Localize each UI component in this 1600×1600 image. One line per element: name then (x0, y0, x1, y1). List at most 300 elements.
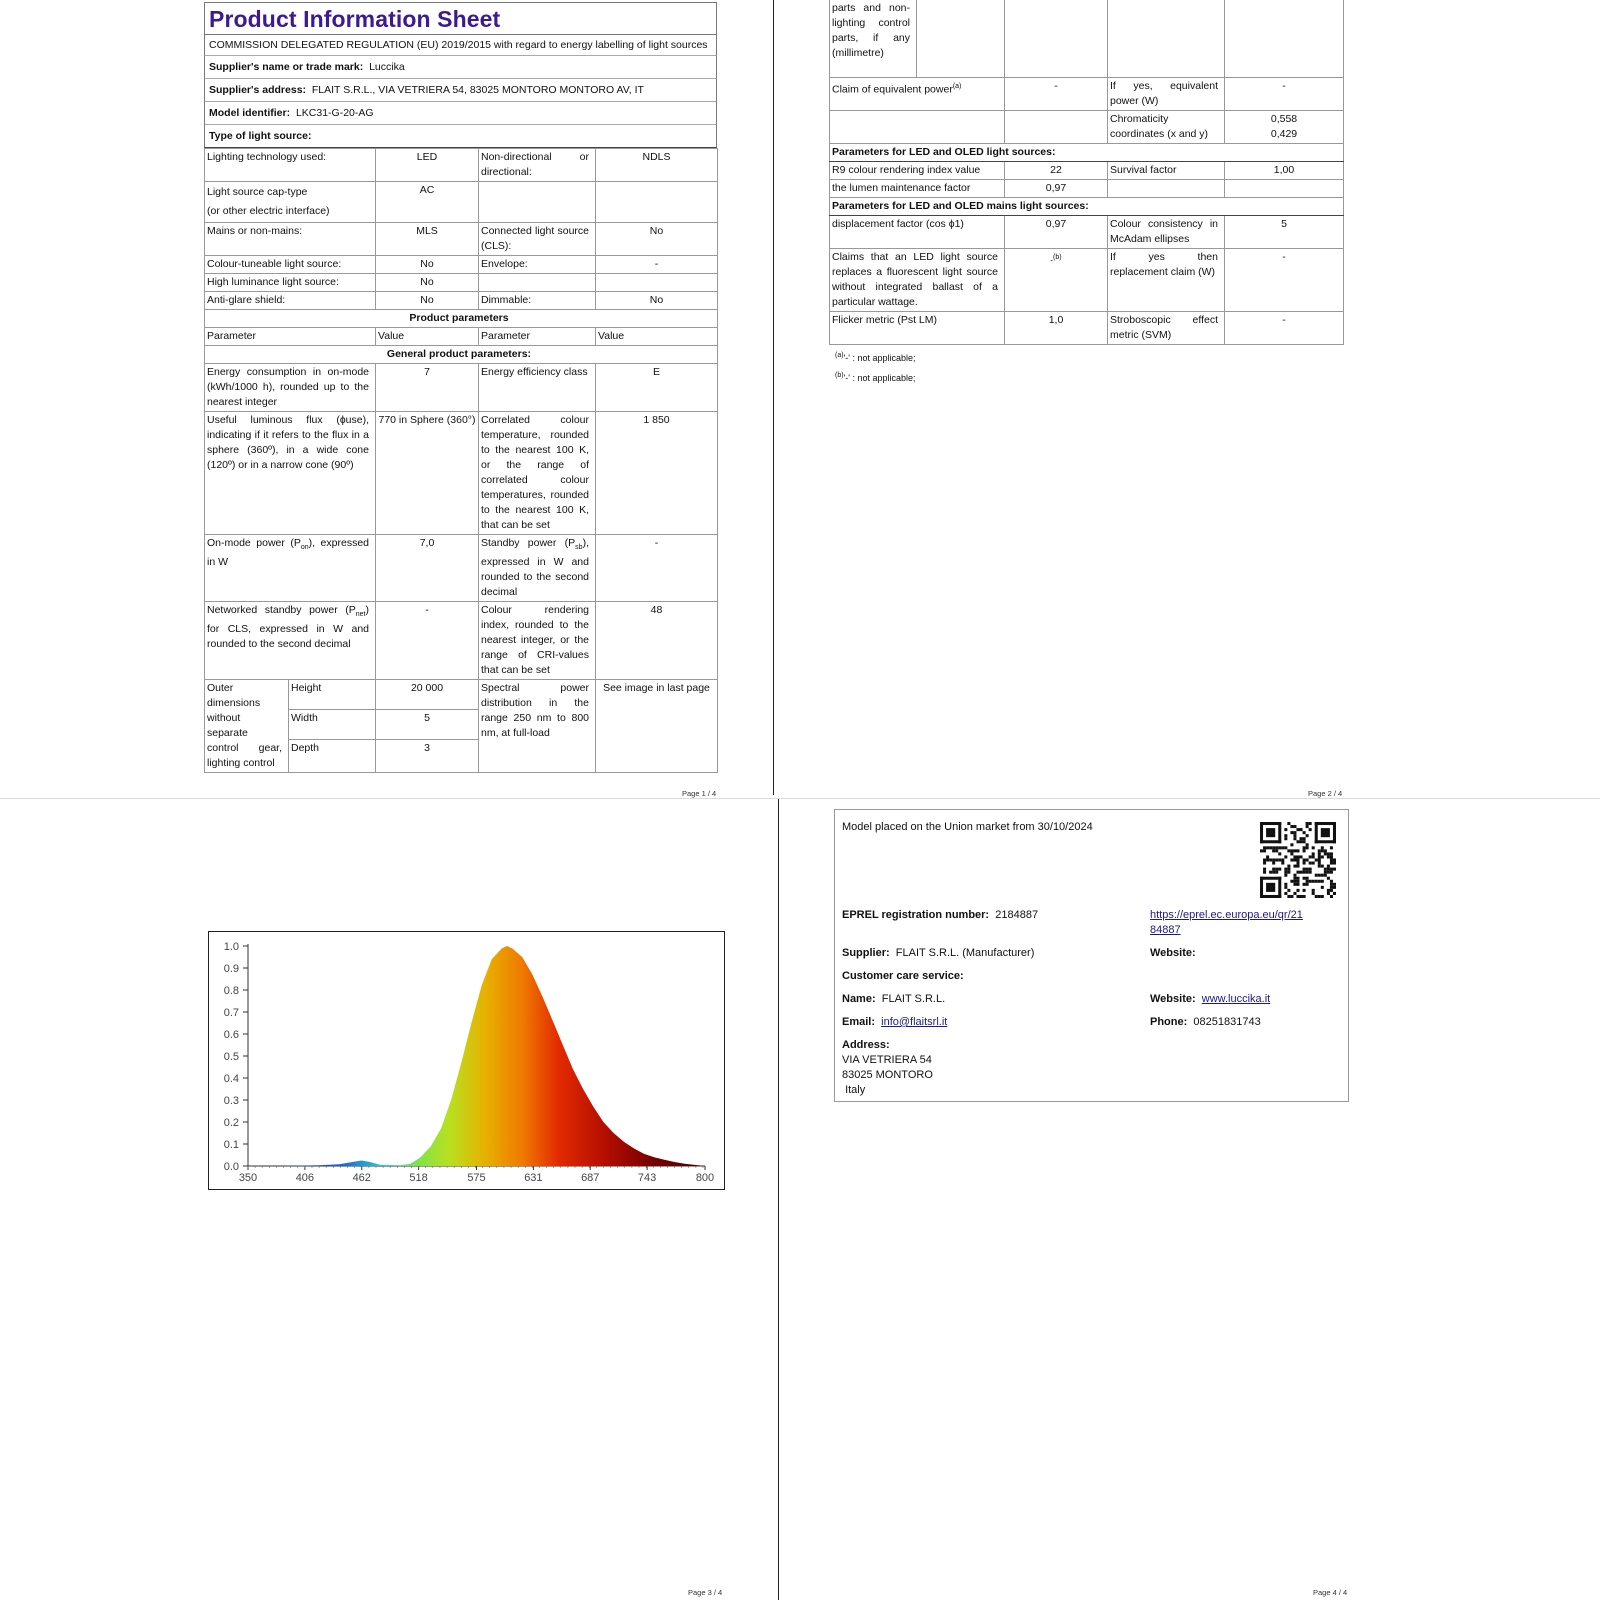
qr-module (1318, 895, 1321, 898)
qr-module (1266, 846, 1269, 849)
qr-module (1260, 849, 1263, 852)
phone-value: 08251831743 (1193, 1016, 1261, 1028)
y-tick-label: 0.9 (223, 963, 239, 975)
y-tick-label: 0.5 (223, 1051, 239, 1063)
qr-module (1303, 871, 1306, 874)
x-tick-label: 462 (352, 1172, 371, 1184)
led-parameters-heading: Parameters for LED and OLED light sources: (830, 144, 1344, 162)
supplier-address-value: FLAIT S.R.L., VIA VETRIERA 54, 83025 MONTORO MONTORO AV, IT (311, 84, 644, 96)
qr-module (1327, 892, 1330, 895)
qr-module (1327, 865, 1330, 868)
cell: Value (376, 328, 479, 346)
y-tick-label: 0.2 (223, 1117, 239, 1129)
qr-module (1303, 862, 1306, 865)
qr-module (1269, 846, 1272, 849)
qr-module (1309, 880, 1312, 883)
qr-module (1275, 849, 1278, 852)
qr-module (1293, 883, 1296, 886)
cell: Colour-tuneable light source: (205, 256, 376, 274)
qr-module (1260, 840, 1281, 843)
qr-module (1293, 858, 1296, 861)
cell: displacement factor (cos ϕ1) (830, 216, 1005, 249)
cell: - (1225, 78, 1344, 111)
cell: 3 (376, 740, 479, 773)
cell (596, 182, 718, 223)
cell: LED (376, 149, 479, 182)
page-number: Page 2 / 4 (1308, 789, 1343, 798)
qr-module (1330, 895, 1333, 898)
address-line3: Italy (845, 1084, 866, 1096)
address-block (842, 1038, 933, 1098)
text: ), expressed in W and rounded to the second decimal (481, 537, 589, 599)
cell: Energy consumption in on-mode (kWh/1000 h), rounded up to the nearest integer (205, 364, 376, 412)
cell: 1,0 (1005, 312, 1108, 345)
table-row (205, 274, 718, 292)
qr-module (1321, 880, 1324, 883)
table-row (205, 328, 718, 346)
qr-module (1315, 822, 1318, 843)
qr-module (1300, 828, 1303, 831)
cap-label-line2: (or other electric interface) (207, 205, 330, 217)
cell (1005, 0, 1108, 78)
product-parameters-heading: Product parameters (205, 310, 718, 328)
eprel-url-line2[interactable]: 84887 (1150, 924, 1181, 936)
website2-row (1150, 992, 1270, 1007)
qr-module (1287, 822, 1290, 825)
spectral-chart-svg (209, 932, 724, 1189)
page-number: Page 4 / 4 (1313, 1588, 1348, 1597)
qr-module (1260, 877, 1263, 898)
qr-module (1300, 855, 1303, 858)
qr-module (1296, 877, 1299, 880)
qr-module (1309, 855, 1312, 858)
x-tick-label: 631 (524, 1172, 543, 1184)
qr-module (1284, 892, 1287, 895)
website-row (1150, 946, 1196, 961)
qr-code[interactable] (1260, 822, 1336, 898)
qr-module (1272, 849, 1275, 852)
qr-module (1303, 849, 1306, 852)
qr-module (1312, 852, 1315, 855)
supplier-value: FLAIT S.R.L. (Manufacturer) (895, 947, 1035, 959)
table-row (830, 144, 1344, 162)
supplier-address-label: Supplier's address: (209, 84, 307, 96)
table-row (830, 162, 1344, 180)
regulation-text: COMMISSION DELEGATED REGULATION (EU) 2019/2015 with regard to energy labelling of light sources (204, 34, 717, 55)
qr-module (1330, 868, 1333, 871)
qr-module (1266, 883, 1275, 892)
qr-module (1290, 843, 1293, 846)
footnote-b (835, 367, 1343, 387)
qr-module (1324, 871, 1327, 874)
cell: Connected light source (CLS): (479, 223, 596, 256)
model-value: LKC31-G-20-AG (295, 107, 374, 119)
table-row (830, 78, 1344, 111)
x-tick-label: 800 (695, 1172, 715, 1184)
qr-module (1284, 868, 1287, 871)
mains-parameters-heading: Parameters for LED and OLED mains light sources: (830, 198, 1344, 216)
qr-module (1306, 834, 1309, 837)
model-row (204, 101, 717, 124)
qr-module (1275, 868, 1278, 871)
y-tick-label: 0.7 (223, 1007, 239, 1019)
qr-module (1309, 828, 1312, 831)
qr-module (1284, 828, 1287, 831)
table-row (205, 680, 718, 710)
x-tick-label: 518 (409, 1172, 428, 1184)
text: net (355, 611, 366, 619)
email-link[interactable]: info@flaitsrl.it (881, 1016, 948, 1028)
qr-module (1333, 858, 1336, 861)
qr-module (1303, 877, 1306, 880)
qr-module (1284, 846, 1287, 849)
qr-module (1306, 883, 1309, 886)
qr-module (1312, 892, 1315, 895)
qr-module (1287, 871, 1290, 874)
qr-module (1290, 880, 1293, 883)
qr-module (1266, 828, 1275, 837)
text: 0,558 (1270, 113, 1298, 125)
qr-module (1296, 855, 1299, 858)
qr-module (1296, 883, 1299, 886)
qr-module (1321, 874, 1324, 877)
cell: Useful luminous flux (ɸuse), indicating if it refers to the flux in a sphere (360º), in a wide cone (120º) or in a narrow cone (90º) (205, 412, 376, 535)
qr-module (1318, 880, 1321, 883)
text: Claim of equivalent power (832, 83, 953, 96)
cell: Envelope: (479, 256, 596, 274)
qr-module (1293, 865, 1296, 868)
qr-module (1321, 886, 1324, 889)
y-tick-label: 1.0 (223, 941, 239, 953)
qr-module (1293, 892, 1296, 895)
cell: Anti-glare shield: (205, 292, 376, 310)
qr-module (1303, 837, 1306, 840)
qr-module (1333, 892, 1336, 895)
qr-module (1260, 822, 1263, 843)
qr-module (1266, 858, 1269, 861)
text: on (300, 544, 309, 552)
phone-row (1150, 1015, 1261, 1030)
qr-module (1300, 840, 1303, 843)
table-row (205, 256, 718, 274)
qr-module (1312, 846, 1315, 849)
qr-module (1306, 871, 1309, 874)
name-row (842, 992, 945, 1007)
cell: Flicker metric (Pst LM) (830, 312, 1005, 345)
table-row (205, 364, 718, 412)
qr-module (1303, 831, 1306, 834)
qr-module (1324, 852, 1327, 855)
cell: - (1005, 78, 1108, 111)
qr-module (1284, 874, 1287, 877)
cell: Spectral power distribution in the range 250 nm to 800 nm, at full-load (479, 680, 596, 773)
qr-module (1324, 849, 1327, 852)
qr-module (1303, 889, 1306, 892)
text: (a) (952, 83, 962, 90)
qr-module (1293, 880, 1296, 883)
qr-module (1293, 837, 1296, 840)
qr-module (1269, 871, 1272, 874)
cell: Stroboscopic effect metric (SVM) (1108, 312, 1225, 345)
spectral-chart (208, 931, 725, 1190)
page-divider-vertical (773, 0, 774, 795)
cell: No (376, 256, 479, 274)
qr-module (1330, 862, 1333, 865)
qr-module (1321, 895, 1324, 898)
supplier-name-label: Supplier's name or trade mark: (209, 61, 364, 73)
qr-module (1330, 855, 1333, 858)
cell: AC (376, 182, 479, 223)
qr-module (1309, 822, 1312, 825)
qr-module (1309, 862, 1312, 865)
cell: Width (289, 710, 376, 740)
qr-module (1318, 855, 1321, 858)
cell (1225, 111, 1344, 144)
qr-module (1296, 828, 1299, 831)
table-row (830, 249, 1344, 312)
table-row (205, 346, 718, 364)
text: '-' : not applicable; (843, 373, 916, 383)
qr-module (1309, 871, 1312, 874)
cell: - (1225, 312, 1344, 345)
page-4 (834, 809, 1349, 1102)
cell: See image in last page (596, 680, 718, 773)
cell: Chromaticity coordinates (x and y) (1108, 111, 1225, 144)
qr-module (1272, 862, 1275, 865)
cap-label-line1: Light source cap-type (207, 186, 308, 198)
cell (1005, 111, 1108, 144)
qr-module (1315, 880, 1318, 883)
cell (479, 182, 596, 223)
light-source-table (204, 148, 718, 773)
qr-module (1284, 837, 1287, 840)
qr-module (1315, 858, 1318, 861)
cell: - (596, 535, 718, 602)
x-tick-label: 575 (467, 1172, 486, 1184)
customer-care-heading (842, 969, 964, 984)
y-tick-label: 0.0 (223, 1161, 239, 1173)
qr-module (1296, 880, 1299, 883)
cell: Energy efficiency class (479, 364, 596, 412)
table-row (205, 602, 718, 680)
page-1 (204, 2, 717, 773)
qr-module (1306, 843, 1309, 846)
email-row (842, 1015, 947, 1030)
qr-module (1330, 846, 1333, 849)
cell: E (596, 364, 718, 412)
cell: High luminance light source: (205, 274, 376, 292)
cell: Non-directional or directional: (479, 149, 596, 182)
type-row (204, 124, 717, 148)
cell: - (376, 602, 479, 680)
qr-module (1327, 868, 1330, 871)
qr-module (1287, 889, 1290, 892)
cell: 48 (596, 602, 718, 680)
qr-module (1312, 855, 1315, 858)
eprel-link[interactable] (1150, 908, 1303, 938)
cell (479, 274, 596, 292)
qr-module (1324, 874, 1327, 877)
qr-module (1303, 840, 1306, 843)
parameters-table-continued (829, 0, 1344, 345)
qr-module (1318, 865, 1321, 868)
qr-module (1272, 871, 1275, 874)
qr-module (1290, 858, 1293, 861)
phone-label: Phone: (1150, 1016, 1188, 1028)
cell: R9 colour rendering index value (830, 162, 1005, 180)
qr-module (1293, 849, 1296, 852)
qr-module (1287, 865, 1290, 868)
cell: Claims that an LED light source replaces a fluorescent light source without integrated ballast of a particular wattage. (830, 249, 1005, 312)
cell: 22 (1005, 162, 1108, 180)
qr-module (1312, 862, 1315, 865)
cell: Colour consistency in McAdam ellipses (1108, 216, 1225, 249)
cell: parts and non-lighting control parts, if any (millimetre) (830, 0, 917, 78)
qr-module (1293, 831, 1296, 834)
qr-module (1263, 849, 1266, 852)
eprel-label: EPREL registration number: (842, 909, 990, 921)
page-divider-horizontal (0, 798, 1600, 799)
footnote-a (835, 347, 1343, 367)
website-link[interactable]: www.luccika.it (1201, 993, 1271, 1005)
cell: Height (289, 680, 376, 710)
qr-module (1284, 834, 1287, 837)
qr-module (1263, 858, 1266, 861)
qr-module (1306, 877, 1309, 880)
qr-module (1315, 822, 1336, 825)
qr-module (1290, 849, 1293, 852)
cell: Dimmable: (479, 292, 596, 310)
qr-module (1275, 871, 1278, 874)
text: Networked standby power (P (207, 604, 356, 617)
address-line1: VIA VETRIERA 54 (842, 1054, 932, 1066)
cell (1108, 180, 1225, 198)
cell: No (376, 292, 479, 310)
qr-module (1303, 868, 1306, 871)
qr-module (1306, 846, 1309, 849)
cell: If yes then replacement claim (W) (1108, 249, 1225, 312)
qr-module (1296, 849, 1299, 852)
text: (a) (835, 352, 844, 359)
y-tick-label: 0.4 (223, 1073, 239, 1085)
cell (596, 274, 718, 292)
qr-module (1284, 855, 1287, 858)
table-row (205, 182, 718, 223)
cell: Correlated colour temperature, rounded to the nearest 100 K, or the range of correlated colour temperatures, rounded to the nearest 100 K, that can be set (479, 412, 596, 535)
text: - (1050, 255, 1054, 265)
eprel-url-line1[interactable]: https://eprel.ec.europa.eu/qr/21 (1150, 909, 1303, 921)
page-number: Page 1 / 4 (682, 789, 717, 798)
qr-module (1321, 865, 1324, 868)
cell (1005, 249, 1108, 312)
qr-module (1269, 858, 1272, 861)
qr-module (1327, 855, 1330, 858)
qr-module (1260, 877, 1281, 880)
text: On-mode power (P (207, 537, 301, 549)
address-label: Address: (842, 1039, 890, 1051)
qr-module (1293, 825, 1296, 828)
qr-module (1327, 877, 1330, 880)
qr-module (1296, 840, 1299, 843)
table-row (205, 412, 718, 535)
qr-module (1306, 825, 1309, 828)
cell: 5 (1225, 216, 1344, 249)
qr-module (1293, 877, 1296, 880)
cell: 5 (376, 710, 479, 740)
cell: Outer dimensions without separate control gear, lighting control (205, 680, 289, 773)
table-row (205, 223, 718, 256)
spectrum-area (248, 946, 705, 1166)
qr-module (1287, 895, 1290, 898)
qr-module (1318, 874, 1321, 877)
qr-module (1296, 862, 1299, 865)
cell: Parameter (479, 328, 596, 346)
qr-module (1321, 828, 1330, 837)
cell: Lighting technology used: (205, 149, 376, 182)
qr-module (1330, 889, 1333, 892)
qr-module (1296, 865, 1299, 868)
table-row (205, 535, 718, 602)
qr-module (1293, 855, 1296, 858)
qr-module (1300, 837, 1303, 840)
table-row (205, 292, 718, 310)
y-tick-label: 0.3 (223, 1095, 239, 1107)
qr-module (1290, 825, 1293, 828)
cell (1225, 0, 1344, 78)
qr-module (1290, 895, 1293, 898)
x-tick-label: 406 (295, 1172, 315, 1184)
qr-module (1306, 880, 1309, 883)
qr-module (1324, 868, 1327, 871)
qr-module (1309, 868, 1312, 871)
qr-module (1333, 883, 1336, 886)
supplier-row (842, 946, 1034, 961)
qr-module (1278, 852, 1281, 855)
text: 0,429 (1270, 128, 1298, 140)
cell: 0,97 (1005, 180, 1108, 198)
qr-module (1300, 895, 1303, 898)
qr-module (1315, 840, 1336, 843)
qr-module (1284, 883, 1287, 886)
cell (205, 182, 376, 223)
qr-module (1333, 822, 1336, 843)
cell: Depth (289, 740, 376, 773)
cell: No (376, 274, 479, 292)
x-tick-label: 687 (581, 1172, 600, 1184)
qr-module (1278, 868, 1281, 871)
qr-module (1321, 846, 1324, 849)
supplier-label: Supplier: (842, 947, 890, 959)
qr-module (1263, 846, 1266, 849)
qr-module (1318, 849, 1321, 852)
qr-module (1278, 877, 1281, 898)
qr-module (1266, 855, 1269, 858)
supplier-name-value: Luccika (369, 61, 405, 73)
qr-module (1272, 868, 1275, 871)
text: Standby power (P (481, 537, 576, 549)
qr-module (1315, 874, 1318, 877)
page-number: Page 3 / 4 (688, 1588, 723, 1597)
qr-module (1296, 889, 1299, 892)
qr-module (1272, 858, 1275, 861)
address-line2: 83025 MONTORO (842, 1069, 933, 1081)
qr-module (1303, 846, 1306, 849)
market-placement: Model placed on the Union market from 30/10/2024 (842, 821, 1093, 833)
qr-module (1330, 871, 1333, 874)
table-row (205, 149, 718, 182)
cell: No (596, 223, 718, 256)
qr-module (1300, 871, 1303, 874)
